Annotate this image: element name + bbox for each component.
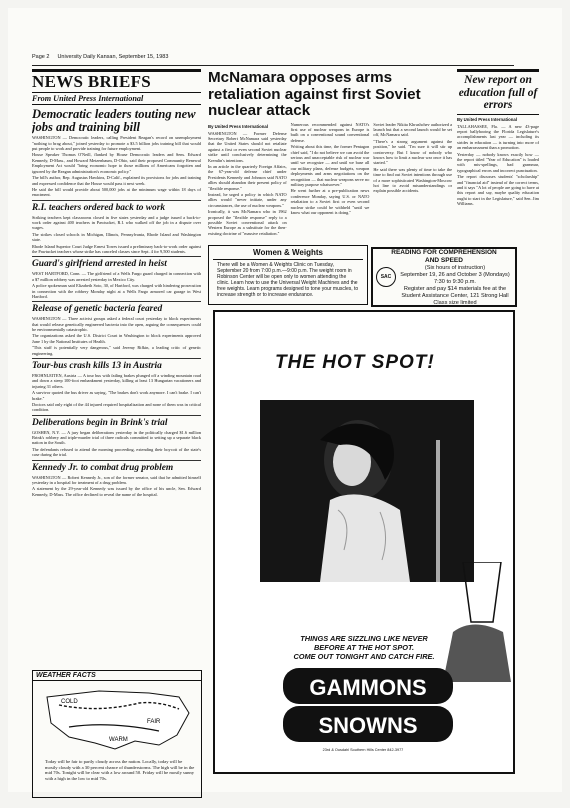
- hot-spot-advertisement: [213, 310, 515, 774]
- story-divider: [32, 256, 201, 257]
- women-weights-box: [208, 245, 368, 305]
- brief-headline: Guard's girlfriend arrested in heist: [32, 259, 167, 270]
- brief-headline: Kennedy Jr. to combat drug problem: [32, 462, 174, 473]
- education-report-story: [457, 69, 539, 246]
- gammons-logo: [283, 668, 453, 742]
- mcnamara-paragraph: Soviet leader Nikita Khrushchev authorized a launch but that a second launch would be set off, McNamara said.: [373, 121, 452, 138]
- story-divider: [32, 301, 201, 302]
- mcnamara-col-3: [373, 122, 452, 238]
- hand-with-glass-icon: [433, 562, 511, 682]
- brief-paragraph: WEST HARTFORD, Conn. — The girlfriend of a Wells Fargo guard charged in connection with a $7 million robbery was arrested yesterday in Mexico City.: [32, 271, 201, 282]
- reading-title-2: AND SPEED: [425, 257, 463, 264]
- mcnamara-paragraph: Numerous recommended against NATO's first use of nuclear weapons in Europe is built on a conventional sound conventional defense.: [290, 121, 370, 143]
- story-divider: [32, 200, 201, 201]
- brief-paragraph: WASHINGTON — Three activist groups asked a federal court yesterday to block experiments that would release genetically engineered bacteria into the open, arguing the consequences could be environmentally catastrophic.: [32, 316, 201, 333]
- reading-dates: September 19, 26 and October 3 (Mondays): [400, 272, 510, 278]
- news-briefs-banner: [32, 69, 201, 105]
- reading-title-1: READING FOR COMPREHENSION: [391, 249, 497, 256]
- ad-line-2: BEFORE AT THE HOT SPOT.: [313, 643, 415, 652]
- education-paragraph: TALLAHASSEE, Fla. — A new 43-page report ballyhooing the Florida Legislature's accomplishments last year — including its strides in education — is turning into more of an embarrassment than a promotion.: [457, 123, 539, 151]
- brief-headline: Release of genetic bacteria feared: [32, 304, 163, 315]
- brief-paragraph: A survivor quoted the bus driver as saying, "The brakes don't work anymore. I can't brake. I can't brake.": [32, 390, 201, 401]
- reading-course-box: [371, 247, 517, 307]
- brief-paragraph: GOSHEN, N.Y. — A jury began deliberations yesterday in the politically charged $1.6 million Brink's robbery and triple-murder trial of three radicals committed to setting up a separate black nation in the South.: [32, 429, 201, 446]
- mcnamara-paragraph: Ironically, it was McNamara who in 1962 proposed the "flexible response" reply to a possible Soviet conventional attack on Western Europe as a substitute for the then-existing doctrine of "massive retaliation.": [208, 209, 287, 236]
- reading-sub: (Six hours of instruction): [424, 265, 486, 271]
- women-weights-body: There will be a Women & Weights Clinic on Tuesday, September 20 from 7:00 p.m.—9:00 p.m. The weight room in Robinson Center will be open only to women attending the clinic. Learn how to use the Universal Weight Machines and the free weights. Learn programs designed to tone your muscles, to increase strength or to increase endurance.: [217, 262, 359, 298]
- news-briefs-subtitle: From United Press International: [32, 92, 201, 104]
- hot-spot-headline: THE HOT SPOT!: [275, 352, 435, 373]
- education-body: [457, 124, 539, 207]
- ad-address: 23rd & Ousdahl Southern Hills Center 842-3977: [322, 748, 404, 752]
- reading-limit: Class size limited: [433, 300, 477, 306]
- weather-label-cold: COLD: [61, 699, 78, 705]
- education-headline: New report on education full of errors: [457, 69, 539, 115]
- brand-bottom-text: SNOWNS: [318, 713, 418, 738]
- brief-paragraph: He said the bill would provide about 500,000 jobs at the minimum wage within 18 days of enactment.: [32, 186, 201, 198]
- mcnamara-paragraph: He said there was plenty of time to take the time to find out Soviet intentions through use of a more sophisticated Washington-Moscow hot line to avoid misunderstandings or explain possible accidents.: [373, 166, 452, 194]
- mcnamara-col-2: [291, 122, 370, 238]
- brief-paragraph: A police spokesman said Elizabeth Soto, 30, of Hartford, was charged with hindering prosecution in connection with the robbery Monday night at a Wells Fargo armored car garage in West Hartford.: [32, 283, 201, 299]
- story-divider: [32, 415, 201, 416]
- mcnamara-headline: McNamara opposes arms retaliation against first Soviet nuclear attack: [208, 69, 421, 119]
- brief-paragraph: FROHNLEITEN, Austria — A tour bus with failing brakes plunged off a winding mountain road and down a steep 100-foot embankment yesterday, killing at least 13 Hungarian vacationers and injuring 31 others.: [32, 372, 201, 389]
- brief-paragraph: House Speaker Thomas O'Neill, flanked by House Democratic leaders and Sens. Edward Kennedy, D-Mass., and Howard Metzenbaum, D-Ohio, said their proposed Community Renewal Employment Act would "bring economic hope to those millions of Americans forgotten and ignored by the Reagan administration's economic policy.": [32, 152, 201, 174]
- brief-paragraph: Doctors said only eight of the 44 injured required hospitalization and none of them was in critical condition.: [32, 401, 201, 413]
- brief-headline: Deliberations begin in Brink's trial: [32, 417, 168, 428]
- mcnamara-col-1-text: [208, 131, 287, 237]
- weather-facts-box: [32, 670, 202, 798]
- ad-line-3: COME OUT TONIGHT AND CATCH FIRE.: [293, 652, 435, 661]
- mcnamara-paragraph: "There's a strong argument against the position," he said. "I'm sure it will stir up controversy. But I know of nobody who knows how to limit a nuclear war once it has started.": [373, 138, 452, 166]
- reading-register: Register and pay $14 materials fee at the Student Assistance Center, 121 Strong Hall: [401, 286, 509, 299]
- education-paragraph: Yesterday — nobody knows exactly how — the report titled "Year of Education" is loaded with mis-spellings, bad grammar, typographical errors and incorrect punctuation.: [457, 151, 539, 173]
- ad-line-1: THINGS ARE SIZZLING LIKE NEVER: [300, 634, 428, 643]
- reading-time: 7:30 to 9:30 p.m.: [434, 279, 476, 285]
- brief-paragraph: Striking teachers kept classrooms closed in five states yesterday and a judge issued a back-to-work order against 400 teachers in Pawtucket, R.I. who walked off the job in a dispute over wages.: [32, 214, 201, 231]
- brief-paragraph: "This stuff is potentially very dangerous," said Jeremy Rifkin, a leading critic of genetic engineering.: [32, 345, 201, 356]
- news-briefs-title: NEWS BRIEFS: [32, 72, 152, 91]
- brief-paragraph: Rhode Island Superior Court Judge Ernest Torres issued a preliminary back-to-work order against the Pawtucket teachers whose strike has canceled classes since Sept. 4 for 9,500 students.: [32, 243, 201, 255]
- us-weather-map: [39, 683, 195, 757]
- ad-tagline: [233, 634, 495, 661]
- story-divider: [32, 460, 201, 461]
- education-byline: By United Press International: [457, 116, 517, 122]
- mcnamara-byline: By United Press International: [208, 123, 268, 129]
- brief-paragraph: The organizations asked the U.S. District Court in Washington to block experiments approved June 1 by the National Institutes of Health.: [32, 333, 201, 344]
- weather-label-warm: WARM: [109, 737, 128, 743]
- brief-headline: Democratic leaders touting new jobs and training bill: [32, 107, 196, 135]
- weather-title: WEATHER FACTS: [33, 671, 201, 681]
- brief-paragraph: The strikes closed schools in Michigan, Illinois, Pennsylvania, Rhode Island and Washington state.: [32, 231, 201, 243]
- woman-photo: [260, 400, 474, 582]
- story-divider: [32, 358, 201, 359]
- mcnamara-col-1: [208, 122, 287, 238]
- women-weights-title: Women & Weights: [213, 246, 363, 260]
- page-number: Page 2: [32, 54, 50, 60]
- mcnamara-paragraph: Writing about this time, the former Pentagon chief said, "I do not believe we can avoid the serious and unacceptable risk of nuclear war until we recognize — and until we base all our military plans, defense budgets, weapon deployments and arms negotiations on the recognition — that nuclear weapons serve no military purpose whatsoever.": [290, 144, 370, 187]
- brief-headline: R.I. teachers ordered back to work: [32, 202, 166, 213]
- brief-paragraph: A statement by the 29-year-old Kennedy was issued by the office of his uncle, Sen. Edward Kennedy, D-Mass. The office declined to reveal the name of the hospital.: [32, 486, 201, 497]
- brief-paragraph: WASHINGTON — Democratic leaders, calling President Reagan's record on unemployment "nothing to brag about," joined yesterday to promote a $3.5 billion jobs training bill that would put people to work and provide training for future employment.: [32, 135, 201, 152]
- mcnamara-paragraph: He went further at a pre-publication news conference Monday, saying U.S. or NATO retaliation to a Soviet first or even second nuclear strike could be withheld "until we know what our opponent is doing.": [290, 188, 370, 215]
- page-header: [32, 54, 512, 64]
- mcnamara-columns: [208, 122, 452, 238]
- weather-label-fair: FAIR: [147, 719, 161, 725]
- briefs-list: [32, 108, 201, 497]
- mcnamara-paragraph: WASHINGTON — Former Defense Secretary Robert McNamara said yesterday that the United States should not retaliate against a first or even second Soviet nuclear strike until conclusively determining the Kremlin's intentions.: [208, 130, 287, 163]
- brief-paragraph: The bill's author, Rep. Augustus Hawkins, D-Calif., explained its provisions for jobs and training and expressed confidence that the House would pass it next week.: [32, 175, 201, 186]
- weather-text: Today will be fair to partly cloudy across the nation. Locally, today will be mostly cloudy with a 30 percent chance of thunderstorms. The high will be in the mid 70s. Tonight will be clear with a low around 50. Friday will be mostly sunny with a high in the low to mid 70s.: [45, 759, 195, 781]
- mcnamara-paragraph: In an article in the quarterly Foreign Affairs, the 67-year-old defense chief under Presidents Kennedy and Johnson said NATO allies should abandon their present policy of "flexible response.": [208, 163, 287, 191]
- brand-top-text: GAMMONS: [309, 675, 427, 700]
- education-paragraph: The report discusses students' "scholarship" and "financial aid" instead of the correct terms, and it says "A lot of people are going to have at this report and say, maybe quality education ought to start in the Legislature," said Sen. Jim Williams.: [457, 174, 539, 207]
- sac-logo-icon: SAC: [376, 267, 396, 287]
- header-rule: [32, 65, 514, 66]
- mcnamara-paragraph: Instead, he urged a policy in which NATO allies would "never initiate, under any circumstances, the use of nuclear weapons.": [208, 191, 287, 208]
- newspaper-page: [8, 8, 562, 792]
- paper-dateline: University Daily Kansan, September 15, 1983: [57, 54, 169, 60]
- brief-paragraph: The defendants refused to attend the morning proceeding, extending their boycott of the state's case during the trial.: [32, 446, 201, 458]
- brief-paragraph: WASHINGTON — Robert Kennedy Jr., son of the former senator, said that he admitted himself yesterday in a hospital for treatment of a drug problem.: [32, 474, 201, 485]
- woman-photo-image: [260, 400, 474, 582]
- brief-headline: Tour-bus crash kills 13 in Austria: [32, 361, 162, 372]
